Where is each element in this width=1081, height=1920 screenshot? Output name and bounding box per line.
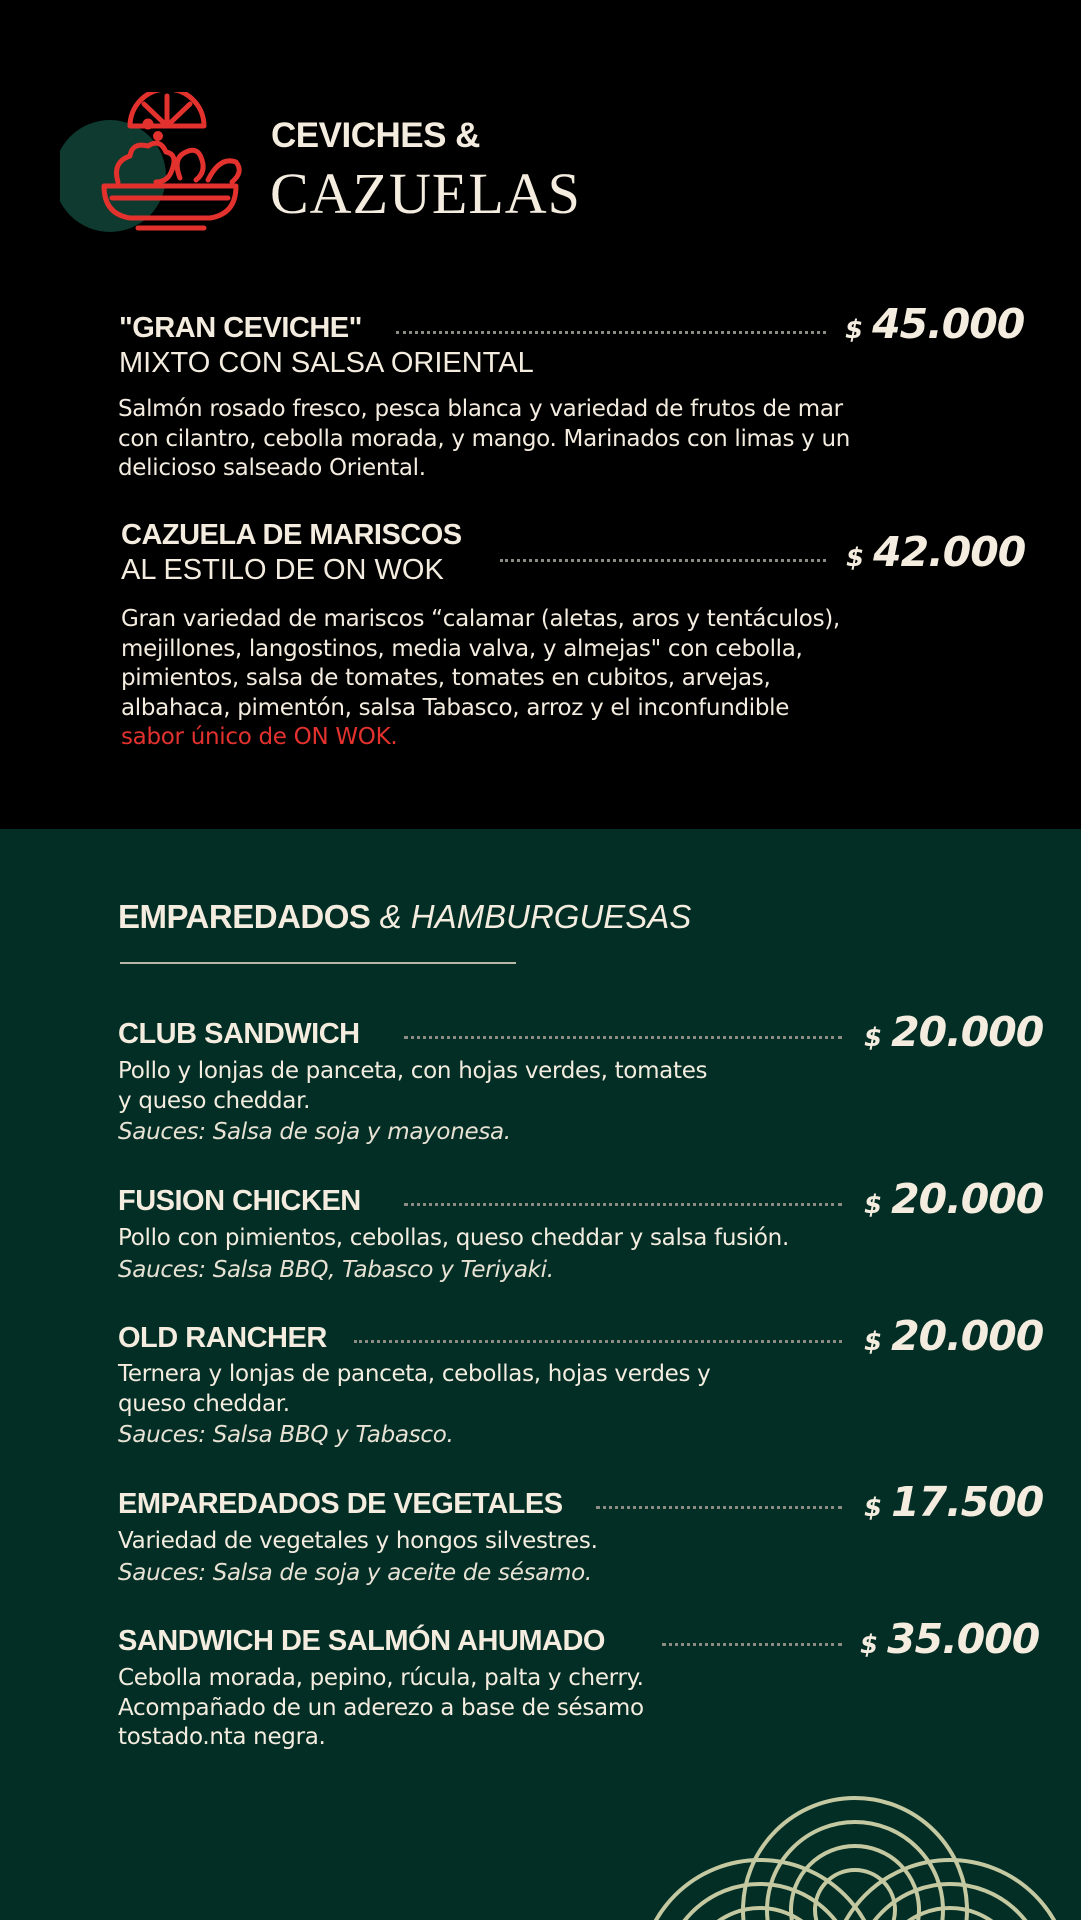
price-value: 42.000 (873, 528, 1026, 576)
desc-line: Pollo con pimientos, cebollas, queso cheddar y salsa fusión. (118, 1225, 789, 1251)
dot-leader (500, 559, 826, 562)
desc-accent: sabor único de ON WOK. (121, 724, 398, 750)
currency-symbol: $ (864, 1023, 882, 1053)
price-value: 45.000 (872, 300, 1025, 348)
item-description (118, 1527, 598, 1590)
price-value: 20.000 (891, 1008, 1044, 1056)
currency-symbol: $ (860, 1630, 878, 1660)
item-name: OLD RANCHER (118, 1322, 327, 1354)
item-price (845, 300, 1024, 348)
dot-leader (396, 331, 826, 334)
item-description (118, 1664, 644, 1753)
desc-line: Ternera y lonjas de panceta, cebollas, hojas verdes y (118, 1361, 711, 1387)
menu-item-cazuela (121, 519, 462, 587)
desc-line: pimientos, salsa de tomates, tomates en cubitos, arvejas, (121, 665, 771, 691)
item-price (864, 1175, 1043, 1223)
item-description (121, 605, 840, 753)
item-description (118, 395, 850, 484)
sauce-text: Sauces: Salsa BBQ, Tabasco y Teriyaki. (118, 1256, 554, 1283)
desc-line: Acompañado de un aderezo a base de sésamo (118, 1694, 644, 1721)
item-price (846, 528, 1025, 576)
dot-leader (404, 1203, 842, 1206)
item-name: CLUB SANDWICH (118, 1018, 360, 1050)
price-value: 17.500 (891, 1478, 1044, 1526)
currency-symbol: $ (846, 543, 864, 573)
currency-symbol: $ (845, 315, 863, 345)
item-price (864, 1312, 1043, 1360)
salad-bowl-icon (60, 92, 250, 242)
item-subname: AL ESTILO DE ON WOK (121, 554, 444, 586)
currency-symbol: $ (864, 1493, 882, 1523)
price-value: 20.000 (891, 1312, 1044, 1360)
item-name: FUSION CHICKEN (118, 1185, 361, 1217)
ceviches-section (0, 0, 1081, 829)
item-price (864, 1478, 1043, 1526)
desc-line: mejillones, langostinos, media valva, y almejas" con cebolla, (121, 635, 803, 662)
title-underline (120, 962, 516, 964)
desc-line: y queso cheddar. (118, 1087, 311, 1114)
item-name: SANDWICH DE SALMÓN AHUMADO (118, 1625, 605, 1657)
sauce-text: Sauces: Salsa BBQ y Tabasco. (118, 1422, 454, 1448)
dot-leader (354, 1340, 842, 1343)
item-name: CAZUELA DE MARISCOS (121, 519, 462, 551)
desc-line: Cebolla morada, pepino, rúcula, palta y cherry. (118, 1665, 644, 1691)
wave-arcs-icon (650, 1770, 1081, 1920)
desc-line: tostado.nta negra. (118, 1724, 326, 1750)
section-title-small: CEVICHES & (271, 116, 480, 155)
desc-line: Gran variedad de mariscos “calamar (aletas, aros y tentáculos), (121, 606, 840, 632)
title-bold: EMPAREDADOS (118, 898, 371, 935)
sauce-text: Sauces: Salsa de soja y mayonesa. (118, 1119, 511, 1145)
sauce-text: Sauces: Salsa de soja y aceite de sésamo. (118, 1559, 592, 1586)
price-value: 20.000 (891, 1175, 1044, 1223)
desc-line: Variedad de vegetales y hongos silvestres. (118, 1528, 598, 1554)
desc-line: queso cheddar. (118, 1390, 290, 1417)
desc-line: albahaca, pimentón, salsa Tabasco, arroz y el inconfundible (121, 694, 790, 721)
item-name: "GRAN CEVICHE" (119, 312, 362, 344)
desc-line: delicioso salseado Oriental. (118, 455, 426, 481)
desc-line: Pollo y lonjas de panceta, con hojas verdes, tomates (118, 1058, 708, 1084)
currency-symbol: $ (864, 1327, 882, 1357)
item-description (118, 1360, 710, 1452)
menu-item-gran-ceviche (119, 312, 534, 380)
price-value: 35.000 (887, 1615, 1040, 1663)
item-subname: MIXTO CON SALSA ORIENTAL (119, 347, 534, 379)
item-description (118, 1057, 707, 1149)
dot-leader (662, 1643, 842, 1646)
section-title (118, 898, 691, 936)
item-price (860, 1615, 1039, 1663)
item-price (864, 1008, 1043, 1056)
title-italic: & HAMBURGUESAS (370, 898, 692, 935)
item-name: EMPAREDADOS DE VEGETALES (118, 1488, 563, 1520)
desc-line: Salmón rosado fresco, pesca blanca y variedad de frutos de mar (118, 396, 843, 422)
currency-symbol: $ (864, 1190, 882, 1220)
item-description (118, 1224, 789, 1287)
dot-leader (596, 1506, 842, 1509)
section-title: CAZUELAS (270, 161, 581, 226)
dot-leader (404, 1036, 842, 1039)
desc-line: con cilantro, cebolla morada, y mango. Marinados con limas y un (118, 425, 851, 452)
